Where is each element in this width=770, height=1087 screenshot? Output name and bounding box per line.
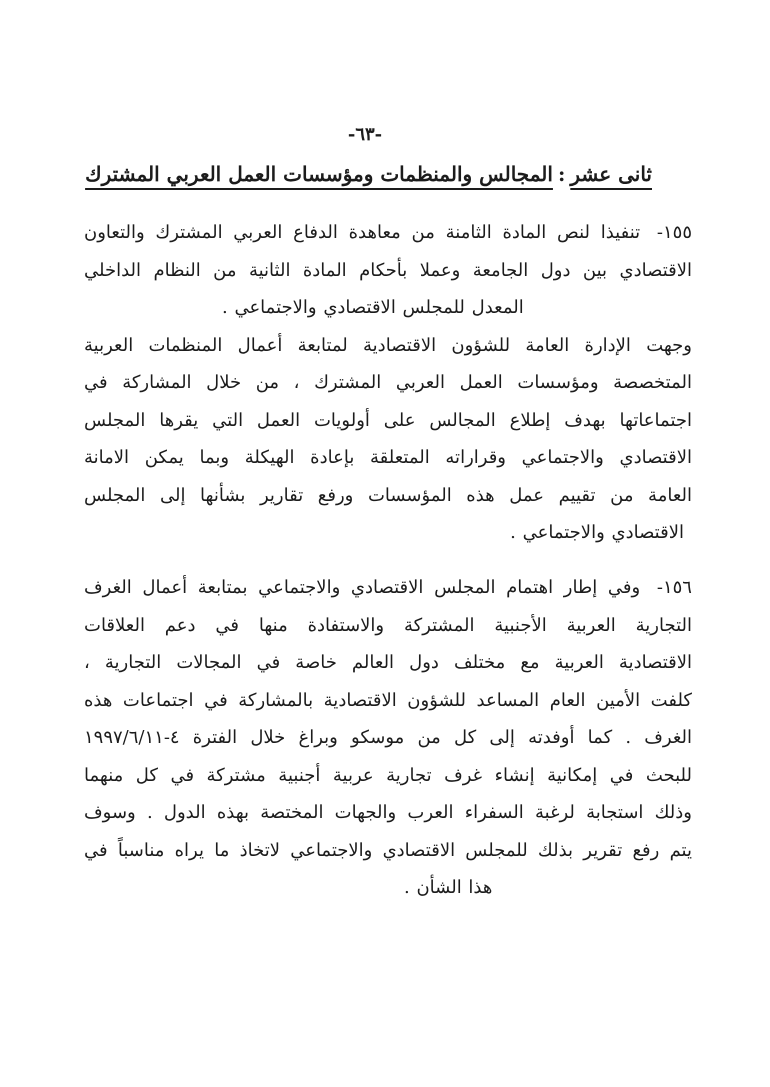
paragraph-line: هذا الشأن .	[404, 877, 493, 898]
paragraph-line: الاقتصادي والاجتماعي وقراراته المتعلقة بإعادة الهيكلة وبما يمكن الامانة	[84, 447, 692, 468]
text-line: تنفيذا لنص المادة الثامنة من معاهدة الدفاع العربي المشترك والتعاون	[84, 222, 641, 243]
heading-label: ثانى عشر	[570, 162, 652, 186]
heading-title: المجالس والمنظمات ومؤسسات العمل العربي المشترك	[85, 162, 553, 186]
paragraph-line: الغرف . كما أوفدته إلى كل من موسكو وبراغ خلال الفترة ٤-١٩٩٧/٦/١١	[84, 727, 692, 748]
heading-colon: :	[557, 162, 566, 186]
paragraph-line: الاقتصادية العربية مع مختلف دول العالم خاصة في المجالات التجارية ،	[84, 652, 692, 673]
paragraph-line	[84, 569, 692, 607]
paragraph-line: للبحث في إمكانية إنشاء غرف تجارية عربية أجنبية مشتركة في كل منهما	[84, 764, 692, 786]
text-line: وفي إطار اهتمام المجلس الاقتصادي والاجتماعي بمتابعة أعمال الغرف	[84, 577, 641, 598]
paragraph-line: الاقتصادي والاجتماعي .	[510, 522, 684, 543]
paragraph-line: وذلك استجابة لرغبة السفراء العرب والجهات المختصة بهذه الدول . وسوف	[84, 802, 692, 823]
paragraph-line: كلفت الأمين العام المساعد للشؤون الاقتصادية بالمشاركة في اجتماعات هذه	[84, 689, 692, 711]
paragraph-line: الاقتصادي بين دول الجامعة وعملا بأحكام المادة الثانية من النظام الداخلي	[84, 259, 692, 281]
section-heading	[85, 162, 652, 186]
paragraph-line: العامة من تقييم عمل هذه المؤسسات ورفع تقارير بشأنها إلى المجلس	[84, 484, 692, 506]
paragraph-155	[84, 214, 692, 552]
paragraph-156	[84, 569, 692, 907]
paragraph-line: المتخصصة ومؤسسات العمل العربي المشترك ، من خلال المشاركة في	[84, 372, 692, 393]
paragraph-number: ١٥٦-	[656, 577, 692, 598]
page-number: -٦٣-	[347, 124, 383, 145]
paragraph-line: التجارية العربية الأجنبية المشتركة والاستفادة منها في دعم العلاقات	[84, 614, 692, 636]
paragraph-line: اجتماعاتها بهدف إطلاع المجالس على أولويات العمل التي يقرها المجلس	[84, 409, 692, 431]
paragraph-line	[84, 214, 692, 252]
paragraph-line: يتم رفع تقرير بذلك للمجلس الاقتصادي والاجتماعي لاتخاذ ما يراه مناسباً في	[84, 839, 692, 861]
paragraph-line: وجهت الإدارة العامة للشؤون الاقتصادية لمتابعة أعمال المنظمات العربية	[84, 334, 692, 356]
paragraph-line: المعدل للمجلس الاقتصادي والاجتماعي .	[222, 297, 524, 318]
paragraph-number: ١٥٥-	[656, 222, 692, 243]
